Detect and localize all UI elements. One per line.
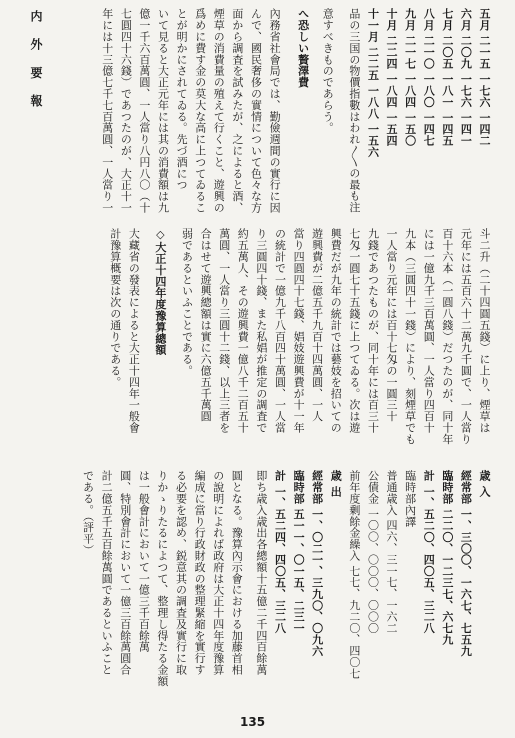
- text-line: 計豫算概要は次の通りである。: [108, 228, 122, 388]
- breakdown-row: 前年度剰餘金繰入 七七、九二〇、四〇七: [347, 470, 361, 680]
- running-head: 内 外 要 報: [29, 10, 43, 113]
- text-line: 大藏省の發表によると大正十四年一般會: [127, 228, 141, 434]
- text-line: 興費だが九年の統計では藝妓を招いての: [329, 228, 343, 434]
- text-line: 內務省社會局では、勤儉週間の實行に因: [268, 8, 282, 214]
- text-line: 爲めに費す金の莫大な高に上つてゐるこ: [193, 8, 207, 214]
- text-line: 合はせて遊興總額は實に六億五千萬圓: [199, 228, 213, 422]
- breakdown-row: 公債金 一〇〇、〇〇〇、〇〇〇: [366, 470, 380, 634]
- month-row: 十月 二二四 一八四 一五四: [385, 8, 399, 147]
- text-line: 約五萬人、その遊興費一億八千二百五十: [236, 228, 250, 434]
- text-line: 計二億五千五百餘萬圓であるといふこと: [100, 470, 114, 676]
- text-line: 元年には五百六十二萬九千圓で、一人當り: [459, 228, 473, 445]
- text-line: る必要を認め、鋭意其の調査及實行に取: [174, 470, 188, 676]
- text-line: 遊興費が二億五千九百十四萬圓、一人: [310, 228, 324, 422]
- text-line: 面から調査を試みたが、之によると酒、: [230, 8, 244, 214]
- breakdown-row: 普通歳入 四六、三一七、一六二: [385, 470, 399, 634]
- bottom-panel: [23, 470, 493, 687]
- text-line: 七匁一圓七十五錢に上つてゐる。次は遊: [347, 228, 361, 434]
- text-line: には一億九千三百萬圓、一人當り四百十: [422, 228, 436, 434]
- text-line: 弱であるといふことである。: [180, 228, 194, 377]
- text-line: 圓となる。豫算內示會における加藤首相: [230, 470, 244, 676]
- text-line: 即ち歳入歳出各總額十五億二千四百餘萬: [254, 470, 268, 676]
- text-line: とが明かにされてゐる。先づ酒につ: [175, 8, 189, 191]
- revenue-row: 臨時部 二二〇、一二三七、六七九: [440, 470, 454, 646]
- revenue-row: 經常部 一、三〇〇、一六七、七五九: [459, 470, 473, 657]
- page-number: 135: [240, 715, 266, 729]
- text-line: 意すべきものであらう。: [321, 8, 335, 134]
- middle-panel: [23, 228, 493, 445]
- breakdown-head: 臨時部內譯: [403, 470, 417, 527]
- expense-label: 歳 出: [329, 470, 343, 498]
- text-line: りかゝりたるによつて、整理し得たる金額: [155, 470, 169, 687]
- month-row: 七月 二〇五 一八一 一四五: [440, 8, 454, 147]
- middle-columns: [23, 228, 493, 445]
- month-row: 八月 二一〇 一八〇 一四七: [422, 8, 436, 147]
- text-line: 萬圓、一人當り三圓十二錢、以上三者を: [217, 228, 231, 434]
- text-line: 九錢であつたものが、同十年には百三十: [366, 228, 380, 434]
- text-line: んで、國民奢侈の實情について色々な方: [249, 8, 263, 214]
- month-row: 六月 二〇九 一七六 一四一: [459, 8, 473, 147]
- text-line: 煙草の消費量の殖えて行くこと、遊興の: [212, 8, 226, 214]
- text-line: 品の三国の物價指數はわれ〳〵の最も注: [347, 8, 361, 213]
- text-line: 斗二升（二十四圓五錢）に上り、煙草は: [478, 228, 491, 434]
- top-columns: [23, 8, 493, 213]
- top-panel: [23, 8, 493, 213]
- expense-row: 臨時部 五一一、〇一五、二三一: [292, 470, 306, 634]
- revenue-row: 計 一、五二〇、四〇五、三二八: [422, 470, 436, 634]
- text-line: 九本（三圓四十一錢）により、刻煙草でも: [403, 228, 417, 445]
- month-row: 九月 二一七 一八四 一五〇: [403, 8, 417, 147]
- text-line: の說明によれば政府は大正十四年度豫算: [211, 470, 225, 676]
- bottom-columns: [23, 470, 493, 687]
- text-line: 圓、特別會計において一億三百餘萬圓合: [118, 470, 132, 676]
- text-line: 當り四圓四十七錢、娼妓遊興費が十一年: [292, 228, 306, 434]
- text-line: 年には十三億七千七百萬圓、一人當り一: [100, 8, 114, 214]
- section-title: へ恐しい贅澤費: [296, 8, 310, 88]
- text-line: 億一千六百萬圓、一人當り八円八〇（十: [137, 8, 151, 214]
- text-line: 一人當り元年には百十七匁の一圓三十: [385, 228, 399, 422]
- month-row: 五月 二一五 一七六 一四二: [478, 8, 491, 147]
- expense-row: 計 一、五二四、四〇五、三二八: [273, 470, 287, 634]
- section-title: ◇大正十四年度豫算總額: [153, 228, 167, 356]
- text-line: り三圓四十錢、また私娼が推定の調査で: [254, 228, 268, 434]
- text-line: は一般會計において一億三千百餘萬: [137, 470, 151, 653]
- text-line: 百十六本（一圓八錢）だつたのが、同十年: [440, 228, 454, 445]
- month-row: 十一月 二二五 一八八 一五六: [366, 8, 380, 158]
- text-line: 七圓四十六錢）であつたのが、大正十一: [119, 8, 133, 214]
- text-line: いて見ると大正元年には其の消費額は九: [156, 8, 170, 214]
- text-line: である。（評平）: [81, 470, 95, 556]
- text-line: 編成に當り行政財政の整理緊縮を實行す: [193, 470, 207, 676]
- expense-row: 經常部 一、〇二一、三九〇、〇九六: [310, 470, 324, 657]
- text-line: の統計で一億九千八百四十萬圓、一人當: [273, 228, 287, 434]
- revenue-label: 歳 入: [478, 470, 491, 498]
